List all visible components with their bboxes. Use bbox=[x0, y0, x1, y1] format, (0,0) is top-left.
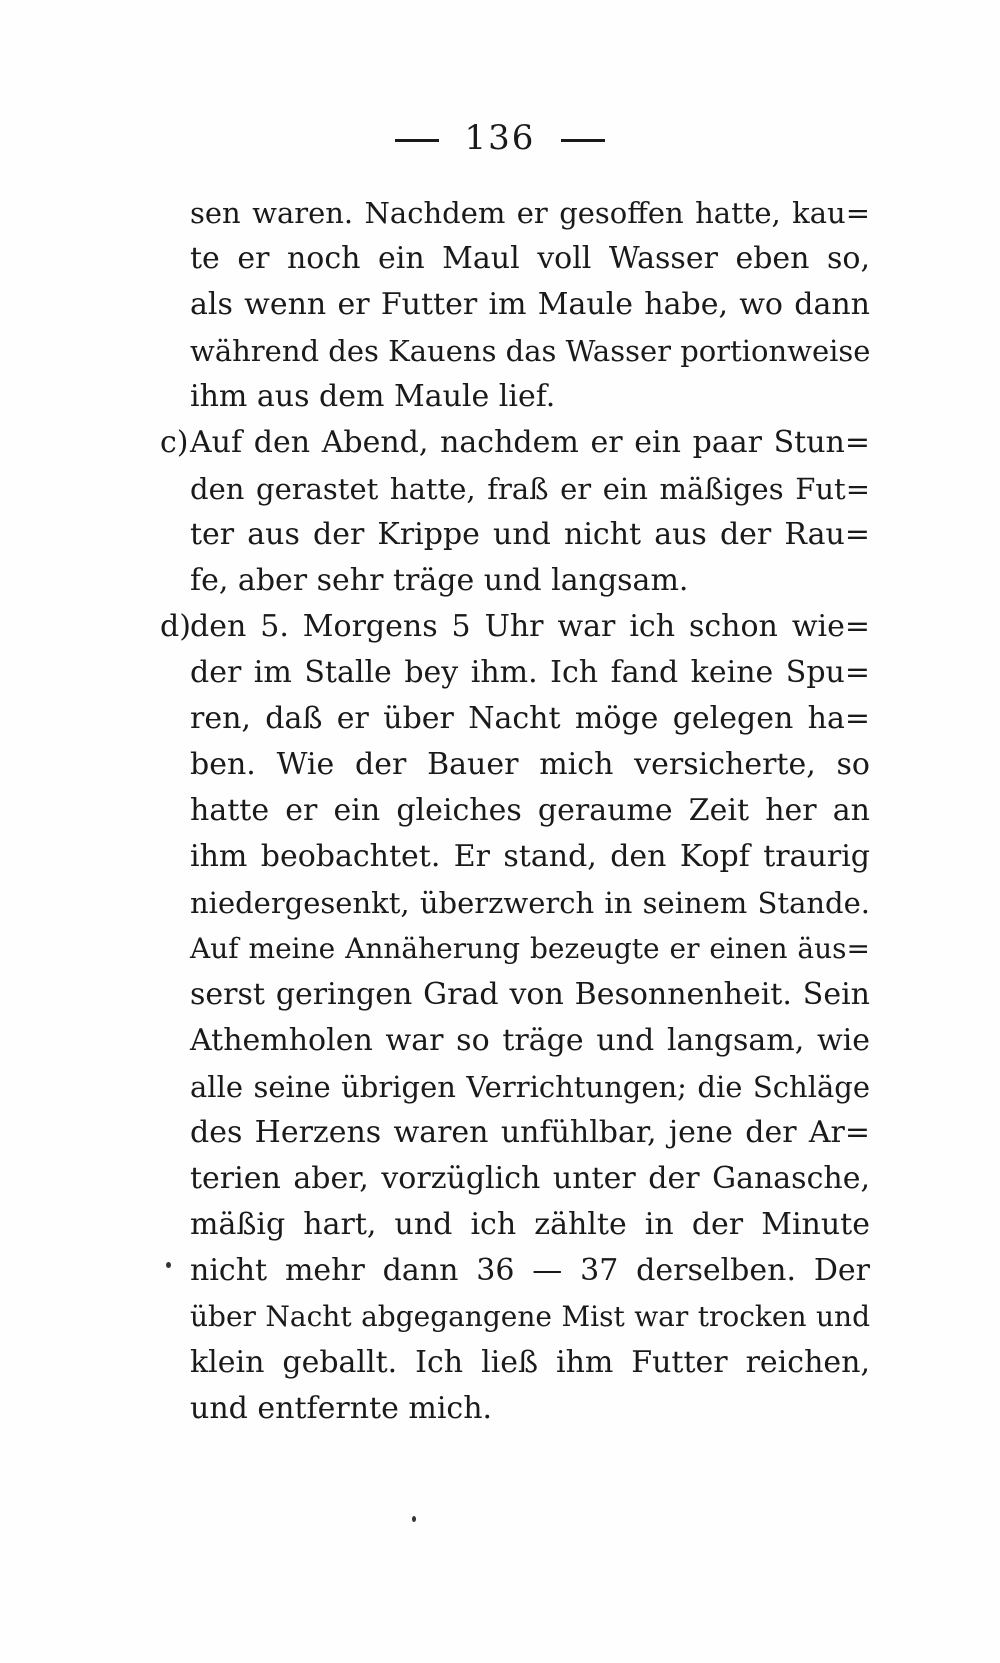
text-line bbox=[190, 650, 870, 696]
text-line bbox=[190, 834, 870, 880]
line-text: ihm beobachtet. Er stand, den Kopf traurig bbox=[190, 839, 870, 874]
line-text: te er noch ein Maul voll Wasser eben so, bbox=[190, 241, 870, 276]
text-line bbox=[190, 236, 870, 282]
line-text: den gerastet hatte, fraß er ein mäßiges Fut= bbox=[190, 472, 870, 506]
text-line bbox=[190, 558, 870, 604]
print-speck bbox=[412, 1516, 416, 1522]
text-line bbox=[160, 604, 870, 650]
text-line bbox=[190, 1064, 870, 1110]
line-text: über Nacht abgegangene Mist war trocken und bbox=[190, 1300, 870, 1333]
text-line bbox=[160, 420, 870, 466]
line-text: ter aus der Krippe und nicht aus der Rau= bbox=[190, 517, 870, 552]
line-text: des Herzens waren unfühlbar, jene der Ar= bbox=[190, 1115, 870, 1150]
line-text: ihm aus dem Maule lief. bbox=[190, 379, 556, 414]
line-text: sen waren. Nachdem er gesoffen hatte, kau= bbox=[190, 196, 870, 230]
text-line bbox=[190, 374, 870, 420]
line-text: nicht mehr dann 36 — 37 derselben. Der bbox=[190, 1253, 870, 1288]
line-text: als wenn er Futter im Maule habe, wo dann bbox=[190, 287, 870, 322]
text-line bbox=[190, 972, 870, 1018]
text-line bbox=[190, 1248, 870, 1294]
line-text: alle seine übrigen Verrichtungen; die Schläge bbox=[190, 1070, 870, 1104]
left-dash bbox=[395, 139, 439, 142]
line-text: Auf den Abend, nachdem er ein paar Stun= bbox=[190, 425, 870, 460]
text-line bbox=[190, 1018, 870, 1064]
line-text: den 5. Morgens 5 Uhr war ich schon wie= bbox=[190, 609, 870, 644]
text-line bbox=[190, 880, 870, 926]
line-text: hatte er ein gleiches geraume Zeit her an bbox=[190, 793, 870, 828]
text-line bbox=[190, 1202, 870, 1248]
line-text: der im Stalle bey ihm. Ich fand keine Spu= bbox=[190, 655, 870, 690]
line-text: und entfernte mich. bbox=[190, 1391, 493, 1426]
text-line bbox=[190, 1110, 870, 1156]
line-text: niedergesenkt, überzwerch in seinem Stande. bbox=[190, 886, 870, 920]
body-text bbox=[160, 190, 871, 1432]
text-line bbox=[190, 696, 870, 742]
text-line bbox=[190, 512, 870, 558]
text-line bbox=[190, 926, 870, 972]
text-line bbox=[190, 788, 870, 834]
line-text: mäßig hart, und ich zählte in der Minute bbox=[190, 1207, 870, 1242]
text-line bbox=[190, 466, 870, 512]
text-line bbox=[190, 1340, 870, 1386]
page-number: 136 bbox=[464, 118, 536, 158]
text-line bbox=[190, 1386, 870, 1432]
line-text: Auf meine Annäherung bezeugte er einen äus= bbox=[190, 932, 870, 965]
line-text: fe, aber sehr träge und langsam. bbox=[190, 563, 689, 598]
list-marker: d) bbox=[160, 609, 191, 644]
text-line bbox=[190, 1156, 870, 1202]
text-line bbox=[190, 1294, 870, 1340]
text-line bbox=[190, 282, 870, 328]
print-speck bbox=[166, 1262, 171, 1268]
line-text: ben. Wie der Bauer mich versicherte, so bbox=[190, 747, 870, 782]
line-text: während des Kauens das Wasser portionweise bbox=[190, 334, 871, 368]
line-text: terien aber, vorzüglich unter der Ganasche, bbox=[190, 1161, 870, 1196]
line-text: klein geballt. Ich ließ ihm Futter reichen, bbox=[190, 1345, 870, 1380]
line-text: Athemholen war so träge und langsam, wie bbox=[190, 1023, 870, 1058]
list-marker: c) bbox=[160, 425, 189, 460]
right-dash bbox=[561, 139, 605, 142]
line-text: ren, daß er über Nacht möge gelegen ha= bbox=[190, 701, 870, 736]
text-line bbox=[190, 190, 870, 236]
text-line bbox=[190, 328, 870, 374]
text-line bbox=[190, 742, 870, 788]
page-header bbox=[0, 118, 1000, 158]
line-text: serst geringen Grad von Besonnenheit. Sein bbox=[190, 977, 870, 1012]
